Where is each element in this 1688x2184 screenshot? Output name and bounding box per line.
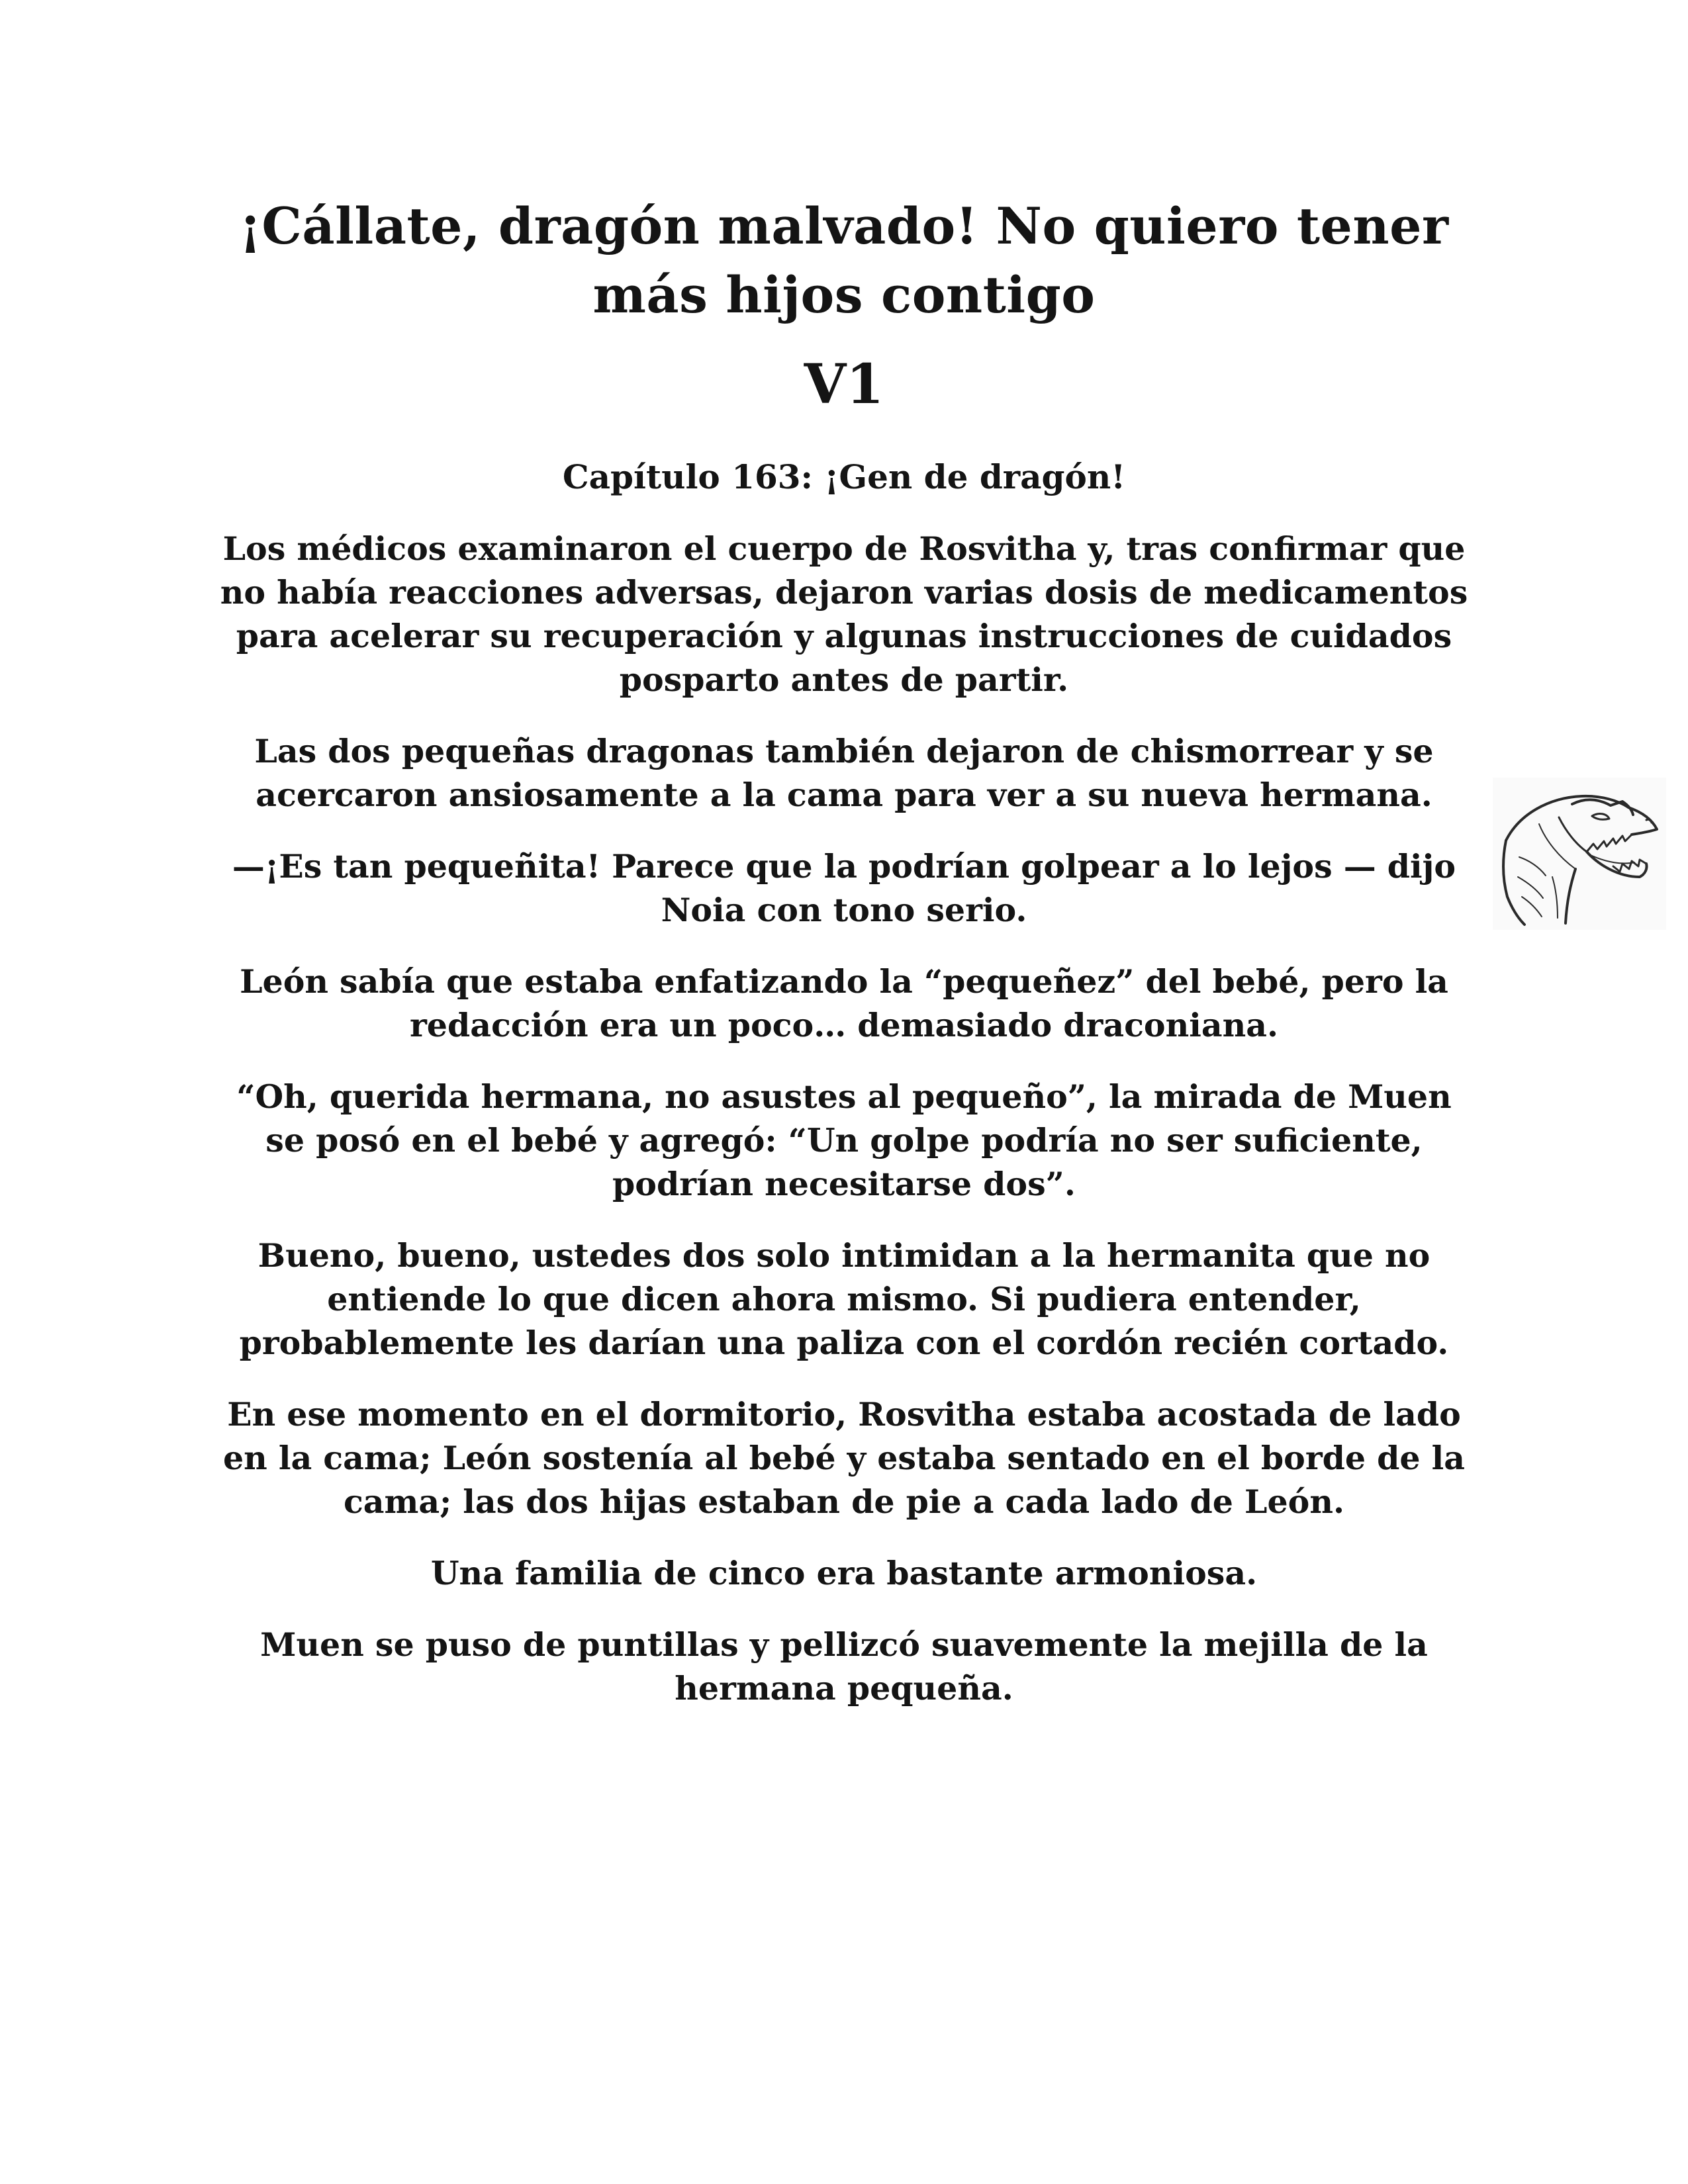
document-title: ¡Cállate, dragón malvado! No quiero tener más hijos contigo (239, 197, 1449, 324)
dragon-head-icon (1493, 778, 1666, 930)
paragraph-1: Los médicos examinaron el cuerpo de Rosvitha y, tras confirmar que no había reacciones adversas, dejaron varias dosis de medicamentos para acelerar su recuperación y algunas instrucciones de cuidados posparto antes de partir. (220, 529, 1468, 699)
paragraph-5: “Oh, querida hermana, no asustes al pequeño”, la mirada de Muen se posó en el bebé y agregó: “Un golpe podría no ser suficiente, podrían necesitarse dos”. (236, 1077, 1452, 1203)
paragraph-2: Las dos pequeñas dragonas también dejaron de chismorrear y se acercaron ansiosamente a la cama para ver a su nueva hermana. (254, 732, 1434, 814)
document-body (218, 192, 1470, 1710)
chapter-heading: Capítulo 163: ¡Gen de dragón! (562, 457, 1126, 496)
paragraph-9: Muen se puso de puntillas y pellizcó suavemente la mejilla de la hermana pequeña. (260, 1625, 1428, 1707)
paragraph-3: —¡Es tan pequeñita! Parece que la podrían golpear a lo lejos — dijo Noia con tono serio. (232, 847, 1456, 929)
paragraph-4: León sabía que estaba enfatizando la “pequeñez” del bebé, pero la redacción era un poco… demasiado draconiana. (240, 962, 1448, 1044)
volume-label: V1 (804, 353, 884, 416)
paragraph-6: Bueno, bueno, ustedes dos solo intimidan a la hermanita que no entiende lo que dicen ahora mismo. Si pudiera entender, probablemente les darían una paliza con el cordón recién cortado. (239, 1236, 1449, 1362)
paragraph-8: Una familia de cinco era bastante armoniosa. (430, 1554, 1258, 1592)
paragraph-7: En ese momento en el dormitorio, Rosvitha estaba acostada de lado en la cama; León sostenía al bebé y estaba sentado en el borde de la cama; las dos hijas estaban de pie a cada lado de León. (222, 1395, 1466, 1521)
